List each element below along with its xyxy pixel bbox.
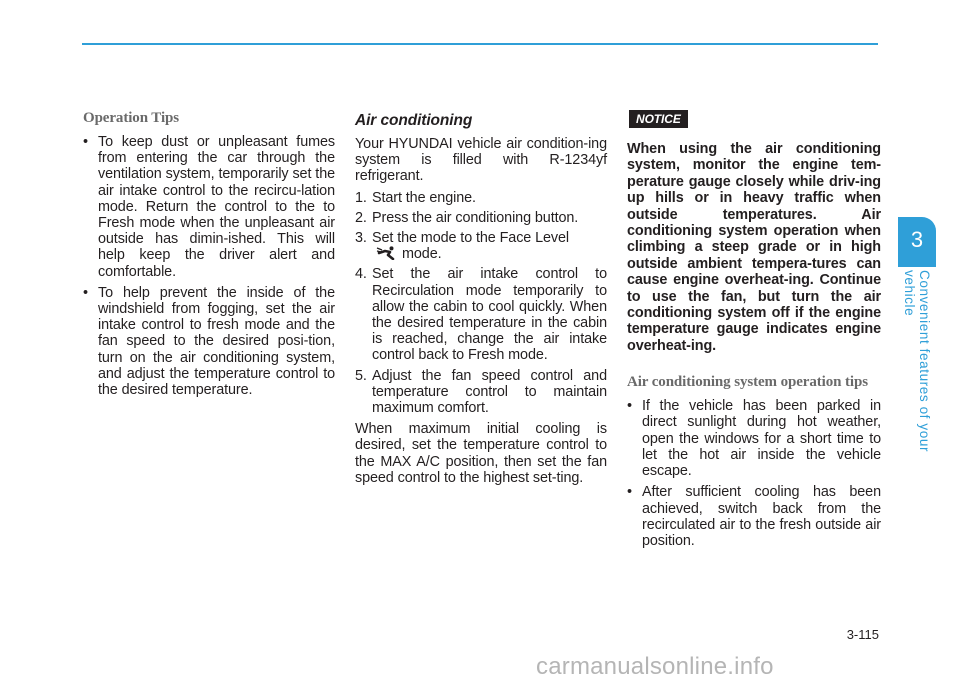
step-item: 5. Adjust the fan speed control and temperature control to maintain maximum comfort. xyxy=(355,367,607,417)
step-item: 4. Set the air intake control to Recirculation mode temporarily to allow the cabin to cool quickly. When the desired temperature in the cabin is reached, change the air intake control back to Fresh mode. xyxy=(355,266,607,364)
face-level-mode-icon xyxy=(376,246,396,260)
column-notice xyxy=(627,110,881,554)
bullet-icon: • xyxy=(83,134,88,150)
ac-tips-heading: Air conditioning system operation tips xyxy=(627,374,868,391)
list-item: • If the vehicle has been parked in direct sunlight during hot weather, open the windows for a short time to let the hot air inside the vehicle escape. xyxy=(627,398,881,480)
page-number: 3-115 xyxy=(846,627,879,642)
column-operation-tips xyxy=(83,110,335,403)
chapter-title: Convenient features of your vehicle xyxy=(902,270,932,453)
notice-text: When using the air conditioning system, monitor the engine tem-perature gauge closely while driv-ing up hills or in heavy traffic when outside temperatures. Air conditioning system operation when climbing a steep grade or in high outside ambient tempera-tures can cause engine overheat-ing. Continue to use the fan, but turn the air conditioning system off if the engine temperature gauge indicates engine overheat-ing. xyxy=(627,141,881,354)
bullet-icon: • xyxy=(83,284,88,301)
list-item: • After sufficient cooling has been achieved, switch back from the recirculated air to the fresh outside air position. xyxy=(627,484,881,549)
watermark: carmanualsonline.info xyxy=(536,653,774,680)
operation-tips-list xyxy=(83,134,335,398)
step-item: 2. Press the air conditioning button. xyxy=(355,209,579,226)
air-conditioning-heading: Air conditioning xyxy=(355,112,473,129)
operation-tips-heading: Operation Tips xyxy=(83,110,179,126)
notice-badge: NOTICE xyxy=(629,110,688,128)
list-item: • To help prevent the inside of the windshield from fogging, set the air intake control to fresh mode and the fan speed to the desired posi-tion, turn on the air conditioning system, and adjust the temperature control to the desired temperature. xyxy=(83,284,335,399)
chapter-number: 3 xyxy=(910,227,924,252)
bullet-icon: • xyxy=(627,484,632,501)
ac-steps-list xyxy=(355,190,607,417)
ac-tips-list xyxy=(627,398,881,549)
bullet-icon: • xyxy=(627,398,632,415)
header-rule xyxy=(82,43,878,45)
ac-intro-paragraph: Your HYUNDAI vehicle air condition-ing system is filled with R-1234yf refrigerant. xyxy=(355,136,607,185)
column-air-conditioning xyxy=(355,112,607,491)
ac-closing-paragraph: When maximum initial cooling is desired, set the temperature control to the MAX A/C position, then set the fan speed control to the highest set-ting. xyxy=(355,421,607,486)
step-item: 1. Start the engine. xyxy=(355,189,476,206)
list-item: • To keep dust or unpleasant fumes from entering the car through the ventilation system, temporarily set the air intake control to the recircu-lation mode. Return the control to the to Fresh mode when the unpleasant air outside has dimin-ished. This will help keep the driver alert and comfortable. xyxy=(83,134,335,280)
step-item: 3. Set the mode to the Face Level mode. xyxy=(355,230,569,263)
